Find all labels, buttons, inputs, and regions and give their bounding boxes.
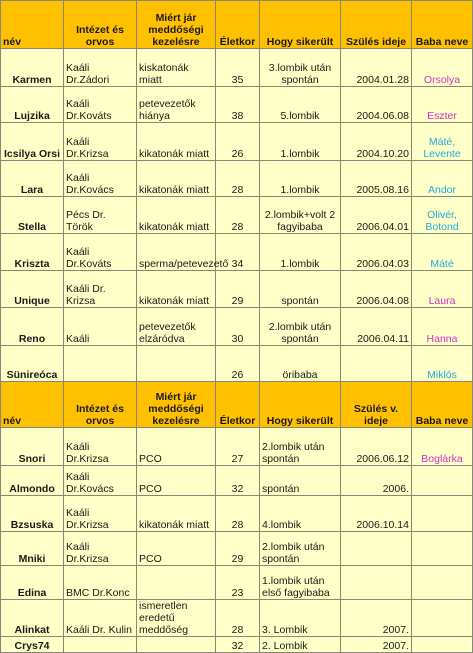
cell-result: 4.lombik (260, 496, 341, 532)
header-row (1, 382, 473, 428)
cell-age: 29 (216, 271, 260, 308)
cell-age: 26 (216, 123, 260, 161)
table-row (1, 496, 473, 532)
cell-name: Bzsuska (1, 496, 64, 532)
cell-name: Snori (1, 428, 64, 466)
cell-result: öribaba (260, 346, 341, 382)
cell-clinic: Kaáli Dr. Kulin (64, 600, 137, 637)
cell-name: Alinkat (1, 600, 64, 637)
column-header: Intézet és orvos (64, 1, 137, 49)
column-header: név (1, 1, 64, 49)
cell-baby: Miklós (412, 346, 473, 382)
table-row (1, 197, 473, 234)
cell-baby: Máté, Levente (412, 123, 473, 161)
cell-clinic: Kaáli Dr.Kovács (64, 161, 137, 197)
cell-baby (412, 532, 473, 566)
table-row (1, 600, 473, 637)
cell-date: 2007. (341, 637, 412, 653)
table-row (1, 87, 473, 123)
cell-result: 1.lombik (260, 123, 341, 161)
cell-date: 2007. (341, 600, 412, 637)
cell-baby: Hanna (412, 308, 473, 346)
cell-name: Edina (1, 566, 64, 600)
cell-reason (137, 637, 216, 653)
column-header: Életkor (216, 382, 260, 428)
cell-reason: ismeretlen eredetű meddőség (137, 600, 216, 637)
column-header: Életkor (216, 1, 260, 49)
column-header: Szülés ideje (341, 1, 412, 49)
cell-name: Almondo (1, 466, 64, 496)
cell-date: 2006.04.11 (341, 308, 412, 346)
column-header: Intézet és orvos (64, 382, 137, 428)
column-header: Hogy sikerült (260, 382, 341, 428)
cell-date: 2006.04.01 (341, 197, 412, 234)
cell-clinic (64, 346, 137, 382)
column-header: Szülés v. ideje (341, 382, 412, 428)
table-row (1, 123, 473, 161)
cell-name: Stella (1, 197, 64, 234)
cell-name: Mniki (1, 532, 64, 566)
cell-baby (412, 466, 473, 496)
cell-result: 5.lombik (260, 87, 341, 123)
cell-age: 23 (216, 566, 260, 600)
table-row (1, 49, 473, 87)
cell-clinic: Pécs Dr. Török (64, 197, 137, 234)
cell-baby: Orsolya (412, 49, 473, 87)
cell-age: 32 (216, 466, 260, 496)
cell-age: 30 (216, 308, 260, 346)
table-row (1, 428, 473, 466)
cell-reason: sperma/petevezető (137, 234, 216, 271)
cell-clinic: Kaáli Dr.Zádori (64, 49, 137, 87)
cell-name: Unique (1, 271, 64, 308)
cell-baby: Boglárka (412, 428, 473, 466)
cell-date: 2004.06.08 (341, 87, 412, 123)
table-row (1, 466, 473, 496)
cell-name: Lara (1, 161, 64, 197)
column-header: Miért jár meddőségi kezelésre (137, 1, 216, 49)
column-header: név (1, 382, 64, 428)
cell-name: Reno (1, 308, 64, 346)
header-row (1, 1, 473, 49)
cell-clinic: Kaáli Dr.Krizsa (64, 123, 137, 161)
cell-reason: PCO (137, 532, 216, 566)
cell-reason: kikatonák miatt (137, 123, 216, 161)
cell-result: 2.lombik után spontán (260, 532, 341, 566)
cell-clinic: Kaáli (64, 308, 137, 346)
cell-reason: kiskatonák miatt (137, 49, 216, 87)
cell-result: 1.lombik után első fagyibaba (260, 566, 341, 600)
cell-result: 3. Lombik (260, 600, 341, 637)
cell-date (341, 532, 412, 566)
cell-clinic (64, 637, 137, 653)
cell-clinic: Kaáli Dr.Kováts (64, 87, 137, 123)
cell-date: 2006.04.03 (341, 234, 412, 271)
cell-reason: kikatonák miatt (137, 496, 216, 532)
column-header: Baba neve (412, 382, 473, 428)
cell-age: 28 (216, 197, 260, 234)
cell-result: spontán (260, 271, 341, 308)
cell-result: 2.lombik+volt 2 fagyibaba (260, 197, 341, 234)
cell-result: 2.lombik után spontán (260, 428, 341, 466)
cell-baby: Máté (412, 234, 473, 271)
cell-result: 1.lombik (260, 161, 341, 197)
cell-age: 32 (216, 637, 260, 653)
table-row (1, 161, 473, 197)
cell-date: 2006.10.14 (341, 496, 412, 532)
cell-age: 28 (216, 161, 260, 197)
table-row (1, 532, 473, 566)
table-row (1, 346, 473, 382)
cell-age: 26 (216, 346, 260, 382)
cell-name: Sünireóca (1, 346, 64, 382)
cell-name: Lujzika (1, 87, 64, 123)
cell-date (341, 346, 412, 382)
cell-baby (412, 566, 473, 600)
cell-reason: petevezetők hiánya (137, 87, 216, 123)
cell-clinic: Kaáli Dr.Krizsa (64, 496, 137, 532)
cell-date: 2006.06.12 (341, 428, 412, 466)
table-row (1, 271, 473, 308)
cell-clinic: Kaáli Dr.Krizsa (64, 428, 137, 466)
cell-baby (412, 600, 473, 637)
cell-name: Crys74 (1, 637, 64, 653)
cell-baby: Andor (412, 161, 473, 197)
cell-baby: Eszter (412, 87, 473, 123)
cell-result: spontán (260, 466, 341, 496)
cell-name: Karmen (1, 49, 64, 87)
table-row (1, 234, 473, 271)
cell-clinic: Kaáli Dr. Krizsa (64, 271, 137, 308)
cell-reason: kikatonák miatt (137, 197, 216, 234)
cell-date: 2004.10.20 (341, 123, 412, 161)
table-row (1, 566, 473, 600)
cell-age: 34 (216, 234, 260, 271)
cell-reason: kikatonák miatt (137, 271, 216, 308)
cell-reason (137, 346, 216, 382)
cell-clinic: Kaáli Dr.Kovács (64, 466, 137, 496)
column-header: Baba neve (412, 1, 473, 49)
cell-name: Icsilya Orsi (1, 123, 64, 161)
cell-reason: petevezetők elzáródva (137, 308, 216, 346)
table-row (1, 308, 473, 346)
cell-age: 27 (216, 428, 260, 466)
column-header: Hogy sikerült (260, 1, 341, 49)
column-header: Miért jár meddőségi kezelésre (137, 382, 216, 428)
cell-date: 2004.01.28 (341, 49, 412, 87)
cell-reason: PCO (137, 428, 216, 466)
cell-result: 2. Lombik (260, 637, 341, 653)
cell-date: 2006. (341, 466, 412, 496)
cell-reason (137, 566, 216, 600)
cell-result: 2.lombik után spontán (260, 308, 341, 346)
cell-date: 2006.04.08 (341, 271, 412, 308)
cell-date (341, 566, 412, 600)
cell-age: 35 (216, 49, 260, 87)
cell-baby (412, 496, 473, 532)
table-row (1, 637, 473, 653)
cell-clinic: Kaáli Dr.Krizsa (64, 532, 137, 566)
cell-clinic: BMC Dr.Konc (64, 566, 137, 600)
cell-reason: PCO (137, 466, 216, 496)
cell-date: 2005.08.16 (341, 161, 412, 197)
cell-name: Kriszta (1, 234, 64, 271)
cell-age: 29 (216, 532, 260, 566)
cell-age: 28 (216, 600, 260, 637)
cell-age: 28 (216, 496, 260, 532)
cell-clinic: Kaáli Dr.Kováts (64, 234, 137, 271)
cell-reason: kikatonák miatt (137, 161, 216, 197)
cell-baby: Laura (412, 271, 473, 308)
cell-baby (412, 637, 473, 653)
cell-result: 3.lombik után spontán (260, 49, 341, 87)
cell-baby: Olivér, Botond (412, 197, 473, 234)
cell-age: 38 (216, 87, 260, 123)
cell-result: 1.lombik (260, 234, 341, 271)
